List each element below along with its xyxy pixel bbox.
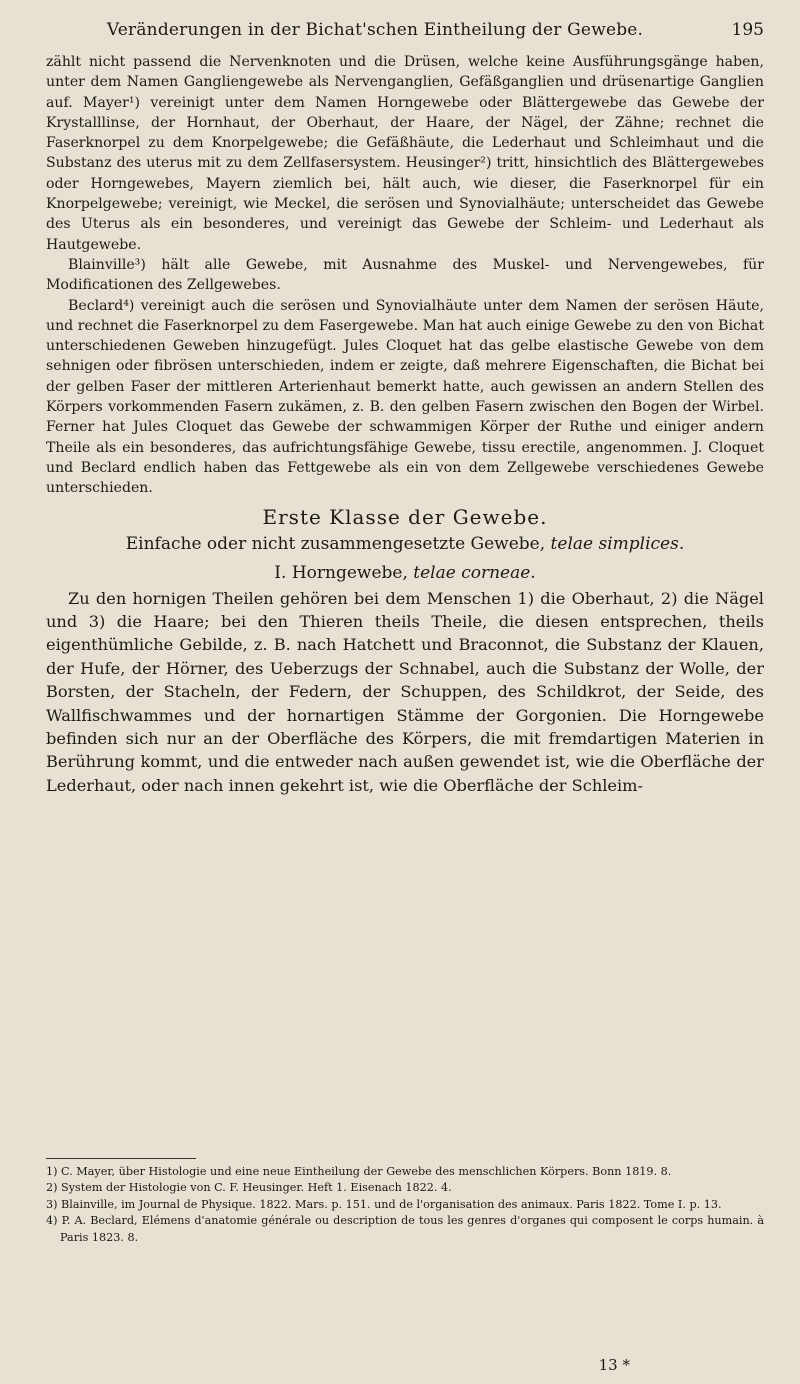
paragraph: Blainville³) hält alle Gewebe, mit Ausnahme des Muskel- und Nervengewebes, für Modificationen des Zellgewebes. <box>46 256 764 294</box>
paragraph: Zu den hornigen Theilen gehören bei dem Menschen 1) die Oberhaut, 2) die Nägel und 3) die Haare; bei den Thieren theils Theile, die diesen entsprechen, theils eigenthümliche Gebilde, z. B. nach Hatchett und Braconnot, die Substanz der Klauen, der Hufe, der Hörner, des Ueberzugs der Schnabel, auch die Substanz der Wolle, der Borsten, der Stacheln, der Federn, der Schuppen, des Schildkrot, der Seide, des Wallfischwammes und der hornartigen Stämme der Gorgonien. Die Horngewebe befinden sich nur an der Oberfläche des Körpers, die mit fremdartigen Materien in Berührung kommt, und die entweder nach außen gewendet ist, wie die Oberfläche der Lederhaut, oder nach innen gekehrt ist, wie die Oberfläche der Schleim- <box>46 588 764 795</box>
footnote-rule <box>46 1158 196 1159</box>
signature-mark: 13 * <box>598 1356 630 1374</box>
page-number: 195 <box>731 20 764 40</box>
footnote: 3) Blainville, im Journal de Physique. 1822. Mars. p. 151. und de l'organisation des animaux. Paris 1822. Tome I. p. 13. <box>46 1197 722 1211</box>
footnotes <box>46 1164 764 1246</box>
footnote: 2) System der Histologie von C. F. Heusinger. Heft 1. Eisenach 1822. 4. <box>46 1181 452 1195</box>
chapter-title-de: Horngewebe, <box>291 562 408 583</box>
section-subtitle-lat: telae simplices. <box>550 533 685 554</box>
footnote: 1) C. Mayer, über Histologie und eine neue Eintheilung der Gewebe des menschlichen Körpers. Bonn 1819. 8. <box>46 1165 672 1178</box>
chapter-number: I. <box>274 562 287 583</box>
running-header <box>46 20 764 46</box>
section-subtitle-de: Einfache oder nicht zusammengesetzte Gewebe, <box>125 533 546 554</box>
footnote: 4) P. A. Beclard, Elémens d'anatomie générale ou description de tous les genres d'organes qui composent le corps humain. à Paris 1823. 8. <box>46 1214 764 1244</box>
chapter-text <box>46 587 764 798</box>
paragraph: zählt nicht passend die Nervenknoten und die Drüsen, welche keine Ausführungsgänge haben, unter dem Namen Gangliengewebe als Nervenganglien, Gefäßganglien und drüsenartige Ganglien auf. Mayer¹) vereinigt unter dem Namen Horngewebe oder Blättergewebe das Gewebe der Krystalllinse, der Hornhaut, der Oberhaut, der Haare, der Nägel, der Zähne; rechnet die Faserknorpel zu dem Knorpelgewebe; die Gefäßhäute, die Lederhaut und Schleimhaut und die Substanz des uterus mit zu dem Zellfasersystem. Heusinger²) tritt, hinsichtlich des Blättergewebes oder Horngewebes, Mayern ziemlich bei, hält auch, wie dieser, die Faserknorpel für ein Knorpelgewebe; vereinigt, wie Meckel, die serösen und Synovialhäute; unterscheidet das Gewebe des Uterus als ein besonderes, und vereinigt das Gewebe der Schleim- und Lederhaut als Hautgewebe. <box>46 54 764 253</box>
chapter-heading <box>46 559 764 587</box>
section-subtitle <box>46 531 764 557</box>
section-title: Erste Klasse der Gewebe. <box>262 504 548 529</box>
chapter-title-lat: telae corneae. <box>413 562 536 583</box>
main-text <box>46 52 764 797</box>
paragraph: Beclard⁴) vereinigt auch die serösen und Synovialhäute unter dem Namen der serösen Häute, und rechnet die Faserknorpel zu dem Fasergewebe. Man hat auch einige Gewebe zu den von Bichat unterschiedenen Geweben hinzugefügt. Jules Cloquet hat das gelbe elastische Gewebe von dem sehnigen oder fibrösen unterschieden, indem er zeigte, daß mehrere Eigenschaften, die Bichat bei der gelben Faser der mittleren Arterienhaut bemerkt hatte, auch gewissen an andern Stellen des Körpers vorkommenden Fasern zukämen, z. B. den gelben Fasern zwischen den Bogen der Wirbel. Ferner hat Jules Cloquet das Gewebe der schwammigen Körper der Ruthe und einiger andern Theile als ein besonderes, das aufrichtungsfähige Gewebe, tissu erectile, angenommen. J. Cloquet und Beclard endlich haben das Fettgewebe als ein von dem Zellgewebe verschiedenes Gewebe unterschieden. <box>46 297 764 497</box>
running-title: Veränderungen in der Bichat'schen Eintheilung der Gewebe. <box>106 20 644 40</box>
